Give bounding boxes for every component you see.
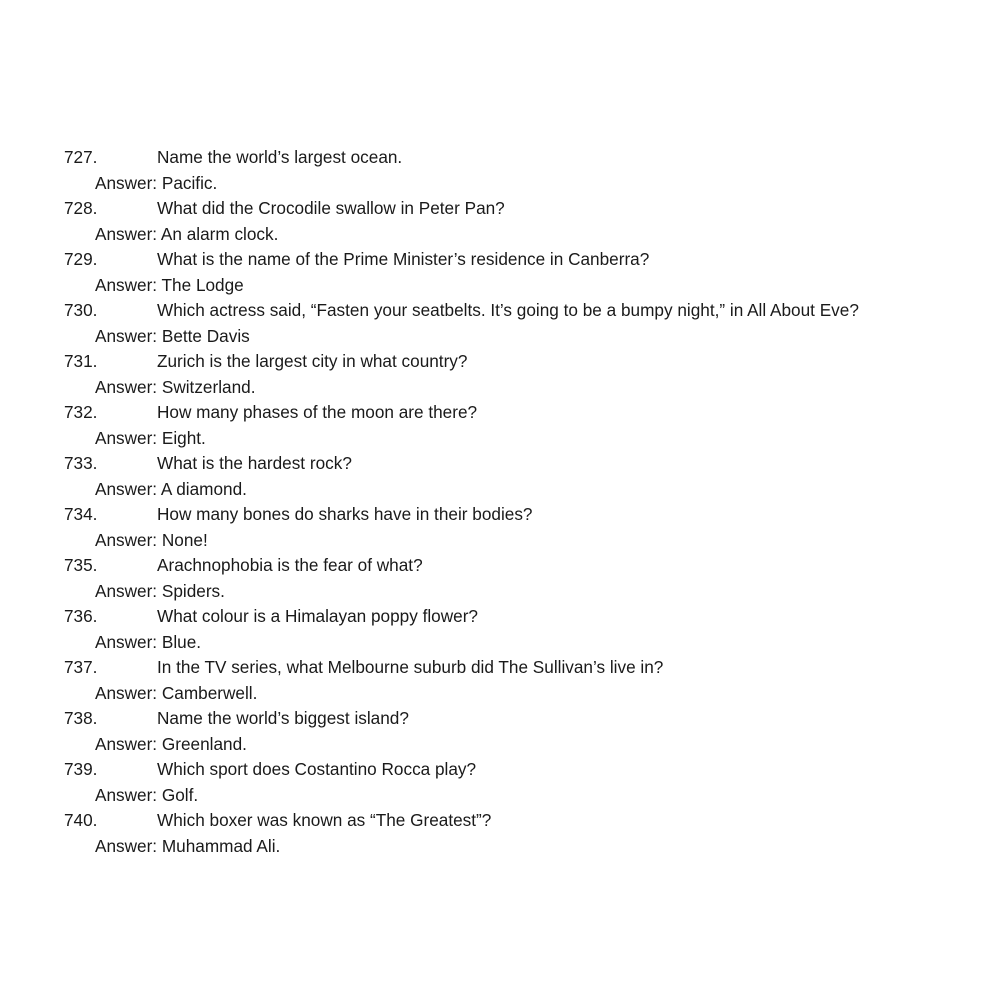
qa-item <box>0 247 1000 298</box>
question-line <box>0 553 1000 579</box>
question-line <box>0 196 1000 222</box>
question-line <box>0 757 1000 783</box>
question-text: Which boxer was known as “The Greatest”? <box>157 810 492 830</box>
qa-item <box>0 349 1000 400</box>
answer-line: Answer: Spiders. <box>95 580 225 601</box>
answer-line: Answer: The Lodge <box>95 274 244 295</box>
question-number: 735. <box>64 555 98 575</box>
qa-item <box>0 400 1000 451</box>
qa-item <box>0 706 1000 757</box>
question-number: 731. <box>64 351 98 371</box>
qa-item <box>0 553 1000 604</box>
question-line <box>0 655 1000 681</box>
question-number: 736. <box>64 606 98 626</box>
answer-line: Answer: Pacific. <box>95 172 218 193</box>
question-text: Zurich is the largest city in what country? <box>157 351 468 371</box>
question-text: What is the name of the Prime Minister’s residence in Canberra? <box>157 249 650 269</box>
question-text: In the TV series, what Melbourne suburb did The Sullivan’s live in? <box>157 657 664 677</box>
answer-line: Answer: Golf. <box>95 784 199 805</box>
qa-item <box>0 298 1000 349</box>
question-number: 729. <box>64 249 98 269</box>
question-text: Name the world’s largest ocean. <box>157 147 403 167</box>
qa-item <box>0 808 1000 859</box>
answer-line: Answer: Switzerland. <box>95 376 256 397</box>
qa-item <box>0 757 1000 808</box>
qa-item <box>0 604 1000 655</box>
question-number: 728. <box>64 198 98 218</box>
question-line <box>0 145 1000 171</box>
question-number: 740. <box>64 810 98 830</box>
question-line <box>0 400 1000 426</box>
answer-line: Answer: A diamond. <box>95 478 247 499</box>
answer-line: Answer: Blue. <box>95 631 202 652</box>
question-number: 738. <box>64 708 98 728</box>
question-text: How many phases of the moon are there? <box>157 402 478 422</box>
qa-item <box>0 655 1000 706</box>
answer-line: Answer: None! <box>95 529 208 550</box>
answer-line: Answer: Greenland. <box>95 733 247 754</box>
question-text: What did the Crocodile swallow in Peter Pan? <box>157 198 505 218</box>
question-line <box>0 502 1000 528</box>
qa-item <box>0 145 1000 196</box>
question-line <box>0 451 1000 477</box>
question-number: 733. <box>64 453 98 473</box>
question-text: How many bones do sharks have in their bodies? <box>157 504 533 524</box>
qa-item <box>0 502 1000 553</box>
question-number: 734. <box>64 504 98 524</box>
question-number: 730. <box>64 300 98 320</box>
question-text: What colour is a Himalayan poppy flower? <box>157 606 478 626</box>
question-line <box>0 706 1000 732</box>
question-number: 727. <box>64 147 98 167</box>
qa-item <box>0 196 1000 247</box>
question-line <box>0 808 1000 834</box>
question-line <box>0 604 1000 630</box>
question-number: 732. <box>64 402 98 422</box>
answer-line: Answer: Bette Davis <box>95 325 250 346</box>
quiz-page <box>0 145 1000 859</box>
question-text: Name the world’s biggest island? <box>157 708 409 728</box>
qa-item <box>0 451 1000 502</box>
question-text: Which actress said, “Fasten your seatbelts. It’s going to be a bumpy night,” in All About Eve? <box>157 300 859 320</box>
answer-line: Answer: Muhammad Ali. <box>95 835 281 856</box>
question-number: 739. <box>64 759 98 779</box>
question-text: Which sport does Costantino Rocca play? <box>157 759 477 779</box>
question-line <box>0 298 1000 324</box>
answer-line: Answer: Camberwell. <box>95 682 258 703</box>
question-number: 737. <box>64 657 98 677</box>
question-line <box>0 349 1000 375</box>
question-text: Arachnophobia is the fear of what? <box>157 555 423 575</box>
answer-line: Answer: An alarm clock. <box>95 223 279 244</box>
answer-line: Answer: Eight. <box>95 427 206 448</box>
question-line <box>0 247 1000 273</box>
question-text: What is the hardest rock? <box>157 453 352 473</box>
